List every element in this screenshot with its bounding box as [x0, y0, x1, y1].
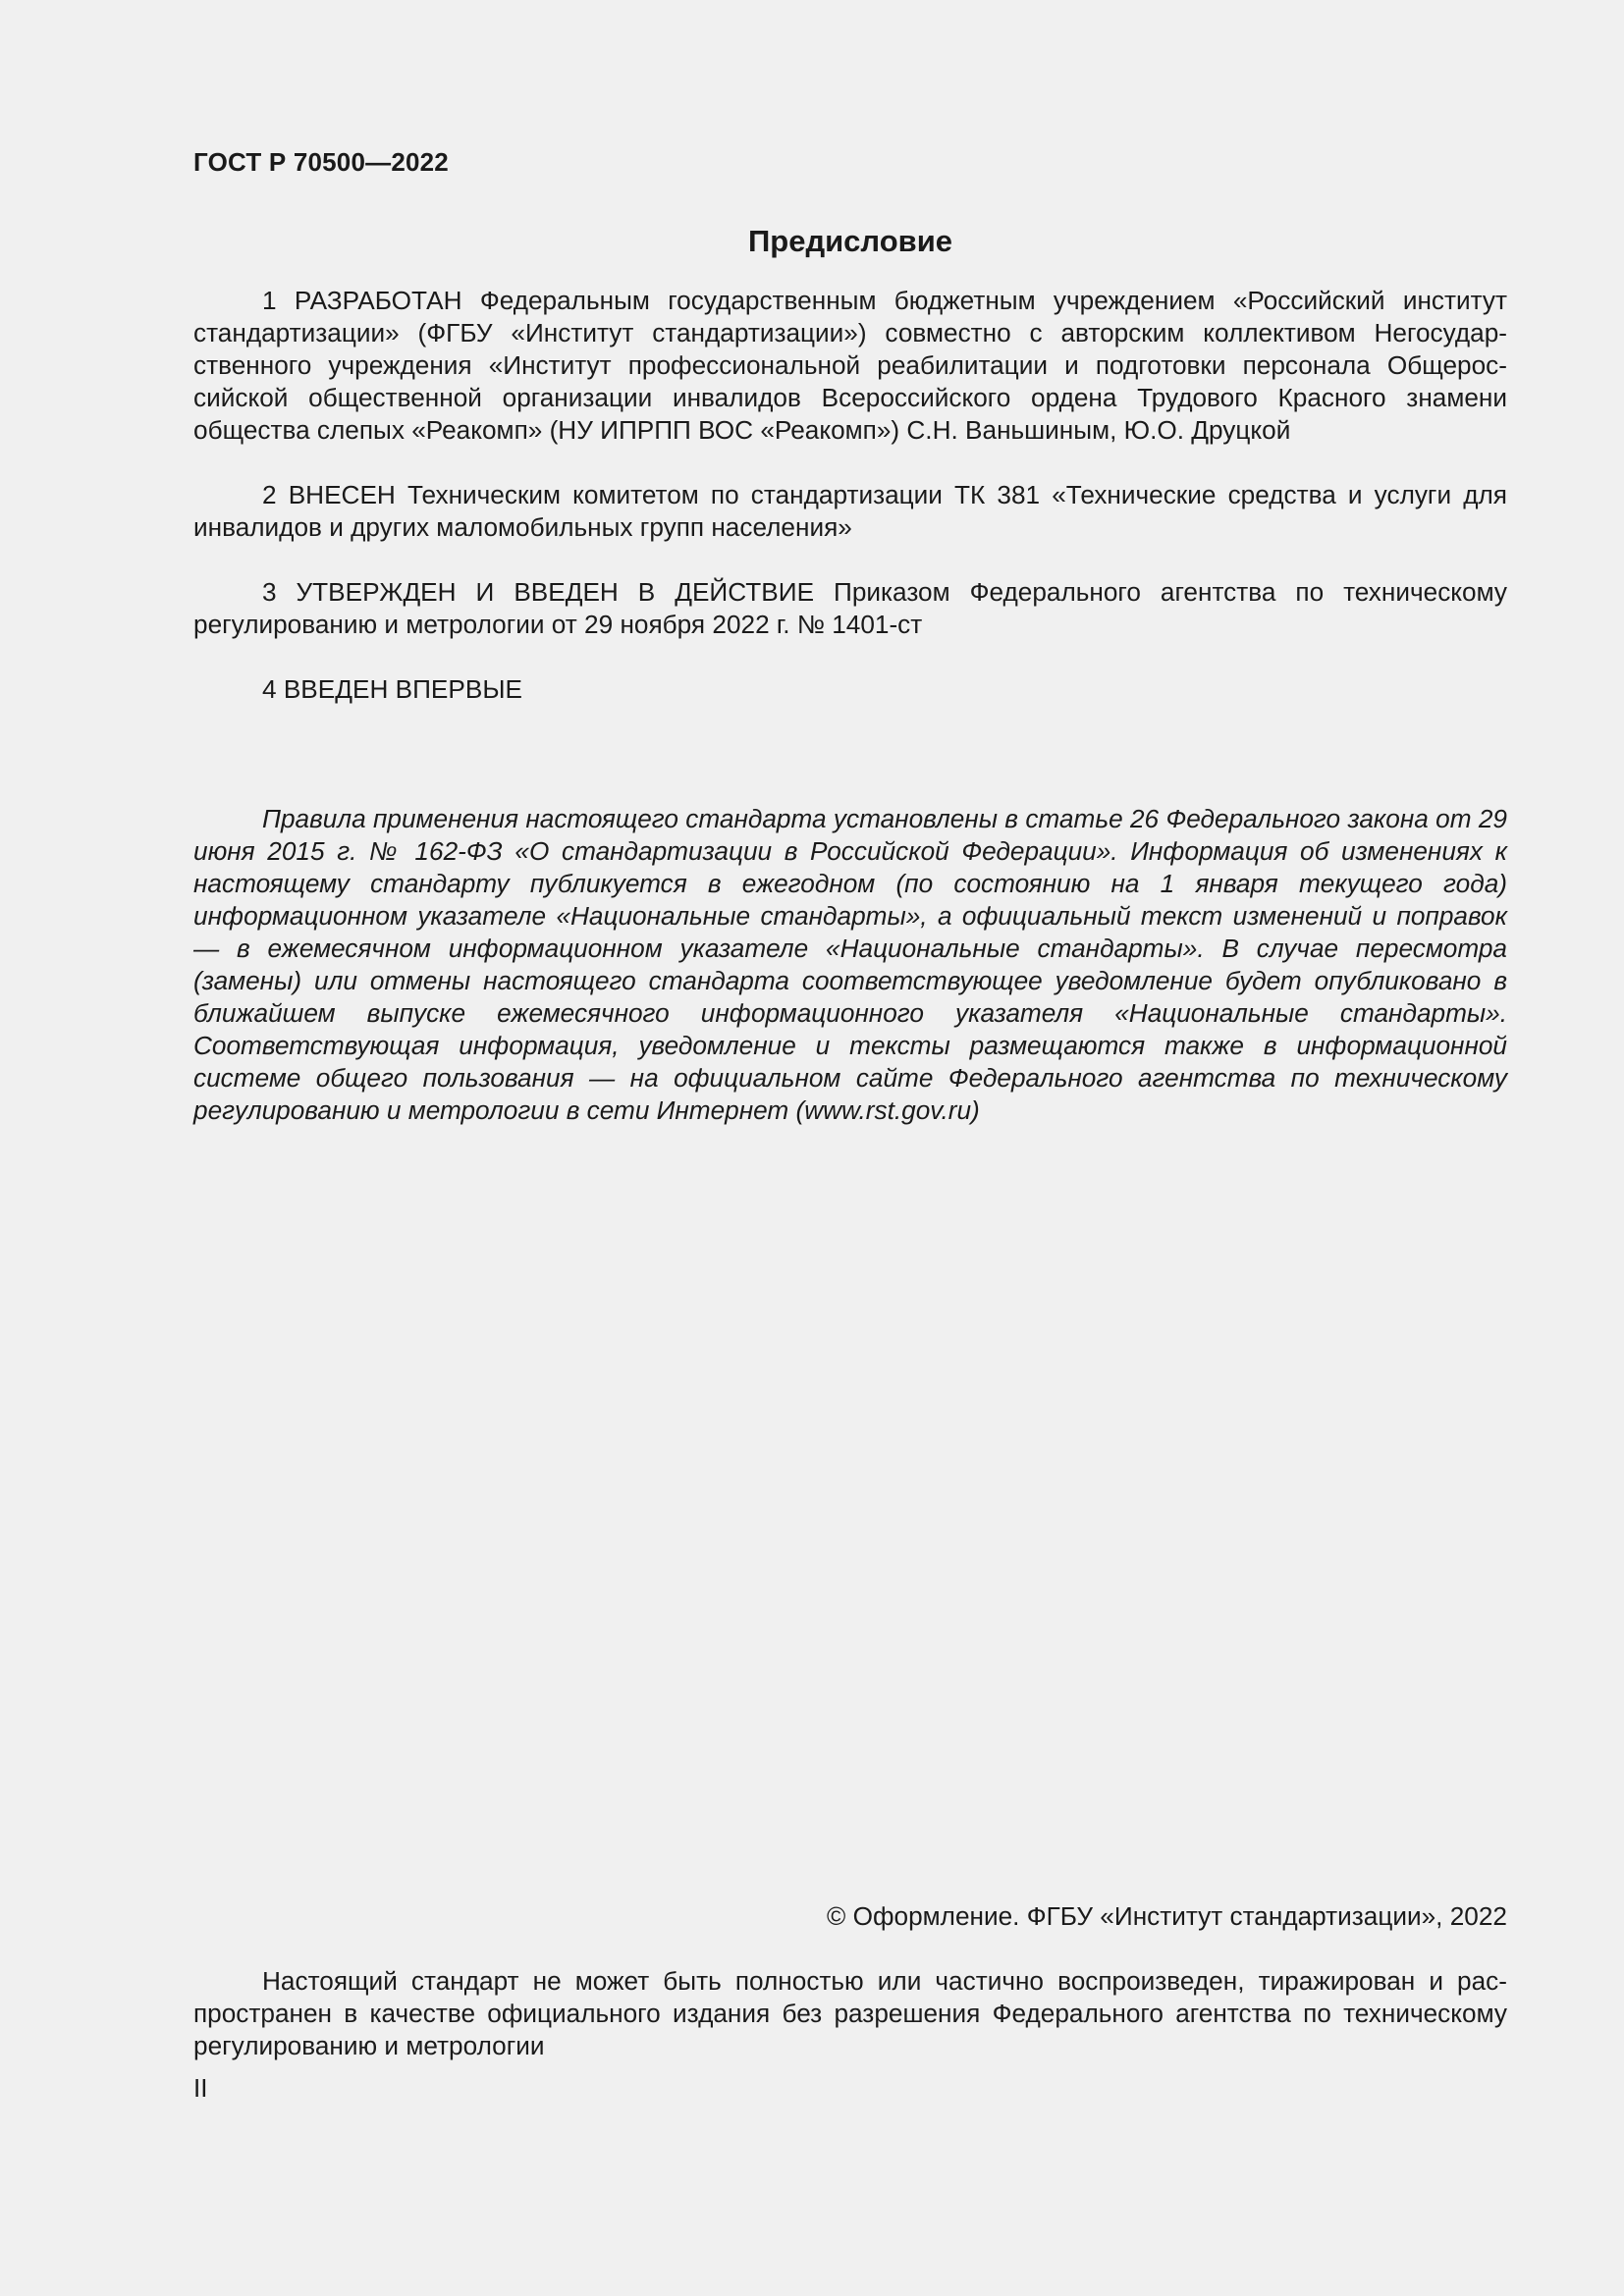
foreword-content	[193, 285, 1507, 1127]
copyright-line: © Оформление. ФГБУ «Институт стандартизации», 2022	[827, 1901, 1507, 1931]
reproduction-notice: Настоящий стандарт не может быть полностью или частично воспроизведен, тиражирован и распространен в качестве официального издания без разрешения Федерального агентства по техническому регулированию и метрологии	[193, 1966, 1507, 2060]
page-number: II	[193, 2073, 208, 2103]
paragraph-application-rules: Правила применения настоящего стандарта установлены в статье 26 Федерального закона от 29 июня 2015 г. № 162-ФЗ «О стандартизации в Российской Федерации». Информация об изменениях к настоящему стандарту публикуется в ежегодном (по состоянию на 1 января текущего года) информационном указателе «Национальные стандарты», а официальный текст изменений и поправок — в ежемесячном информационном указателе «Национальные стандарты». В случае пересмотра (замены) или отмены настоящего стандарта соответствующее уведомление будет опубликовано в ближайшем выпуске ежемесячного информационного указателя «Национальные стандарты». Соответствующая информация, уведомление и тексты размещаются также в информационной системе общего пользования — на официальном сайте Федерального агентства по техническому регулированию и метрологии в сети Интернет (www.rst.gov.ru)	[193, 804, 1507, 1125]
paragraph-approved: 3 УТВЕРЖДЕН И ВВЕДЕН В ДЕЙСТВИЕ Приказом Федерального агентства по техническому регулированию и метрологии от 29 ноября 2022 г. № 1401-ст	[193, 577, 1507, 639]
paragraph-developed: 1 РАЗРАБОТАН Федеральным государственным бюджетным учреждением «Российский институт стандартизации» (ФГБУ «Институт стандартизации») совместно с авторским коллективом Негосударственного учреждения «Институт профессиональной реабилитации и подготовки персонала Общероссийской общественной организации инвалидов Всероссийского ордена Трудового Красного знамени общества слепых «Реакомп» (НУ ИПРПП ВОС «Реакомп») С.Н. Ваньшиным, Ю.О. Друцкой	[193, 286, 1507, 445]
paragraph-first-introduced: 4 ВВЕДЕН ВПЕРВЫЕ	[262, 674, 522, 704]
page-title: Предисловие	[747, 224, 952, 258]
document-code: ГОСТ Р 70500—2022	[193, 147, 449, 177]
paragraph-introduced: 2 ВНЕСЕН Техническим комитетом по стандартизации ТК 381 «Технические средства и услуги для инвалидов и других маломобильных групп населения»	[193, 480, 1507, 542]
